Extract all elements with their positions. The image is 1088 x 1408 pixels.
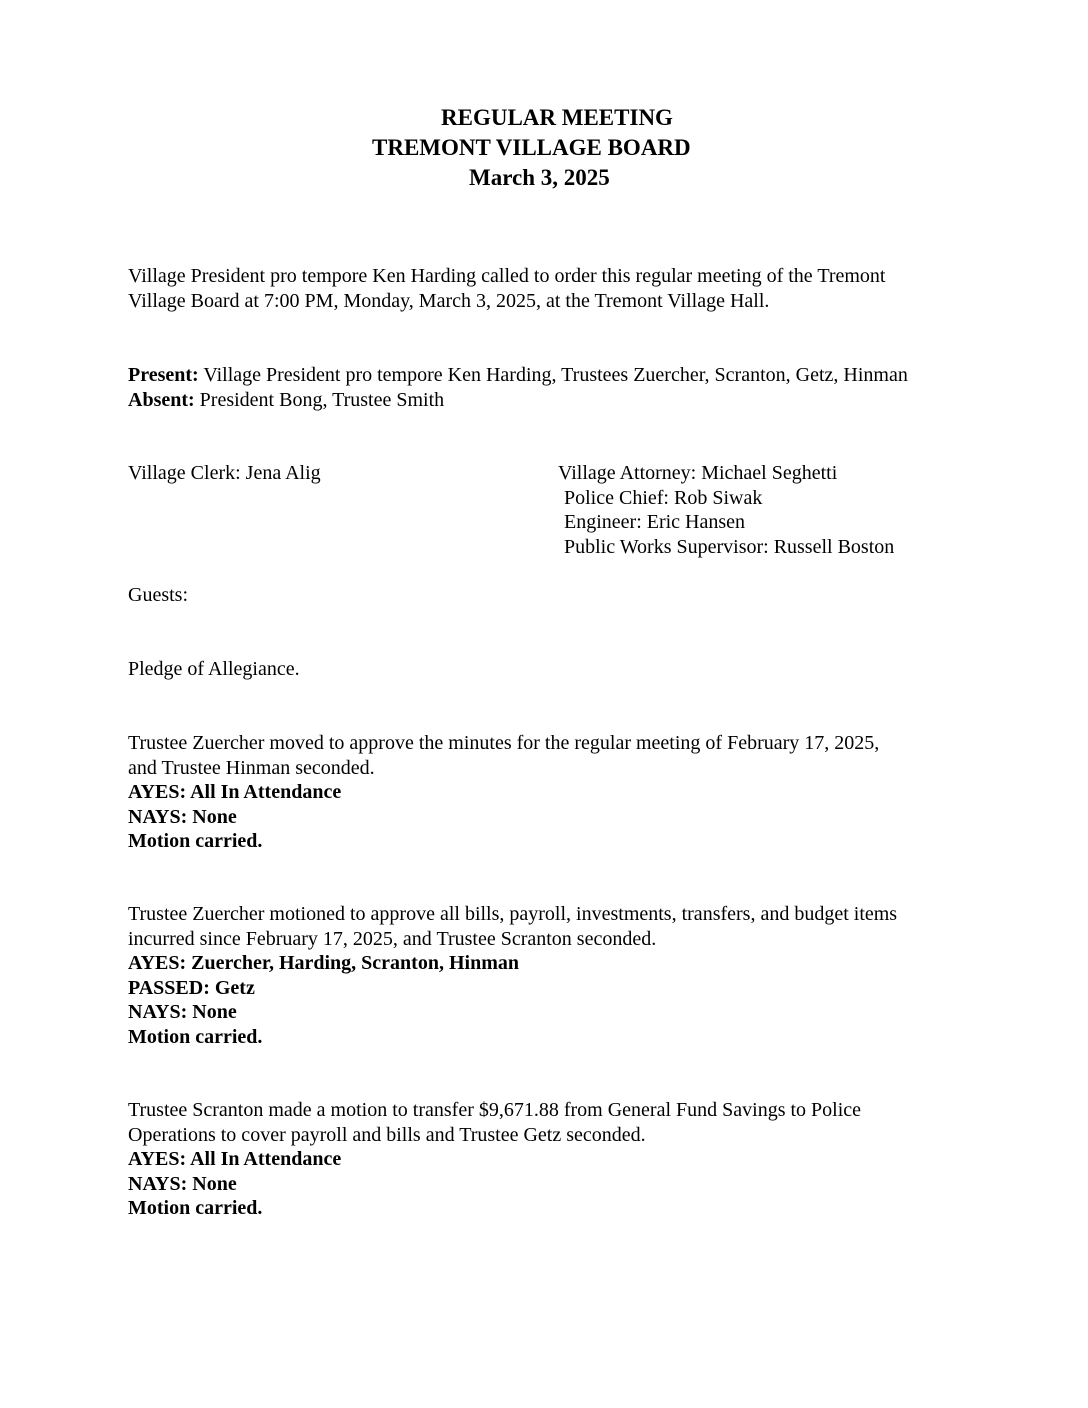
- present-row: [128, 363, 908, 388]
- motion-result: Motion carried.: [128, 1025, 263, 1048]
- absent-label: Absent:: [128, 388, 195, 411]
- call-to-order-line: Village Board at 7:00 PM, Monday, March 3, 2025, at the Tremont Village Hall.: [128, 289, 770, 312]
- pledge-line: Pledge of Allegiance.: [128, 658, 300, 680]
- motion-text-line: incurred since February 17, 2025, and Trustee Scranton seconded.: [128, 927, 657, 950]
- absent-row: [128, 388, 908, 413]
- motion-text-line: and Trustee Hinman seconded.: [128, 756, 375, 779]
- call-to-order-line: Village President pro tempore Ken Harding called to order this regular meeting of the Tremont: [128, 265, 886, 287]
- call-to-order-paragraph: [128, 264, 886, 313]
- motion-text-line: Trustee Zuercher moved to approve the minutes for the regular meeting of February 17, 2025,: [128, 732, 880, 754]
- village-clerk: Village Clerk: Jena Alig: [128, 462, 321, 484]
- motion-nays: NAYS: None: [128, 805, 237, 828]
- motion-nays: NAYS: None: [128, 1172, 237, 1195]
- motion-text-line: Trustee Scranton made a motion to transfer $9,671.88 from General Fund Savings to Police: [128, 1099, 862, 1121]
- motion-result: Motion carried.: [128, 1197, 263, 1219]
- present-list: Village President pro tempore Ken Harding, Trustees Zuercher, Scranton, Getz, Hinman: [198, 364, 908, 386]
- meeting-date-heading: March 3, 2025: [469, 165, 610, 190]
- motion-ayes: AYES: All In Attendance: [128, 781, 342, 803]
- motion-ayes: AYES: Zuercher, Harding, Scranton, Hinman: [128, 952, 519, 974]
- absent-list: President Bong, Trustee Smith: [194, 388, 445, 411]
- village-attorney: Village Attorney: Michael Seghetti: [558, 462, 838, 484]
- motion-approve-bills: [128, 902, 897, 1049]
- police-chief: Police Chief: Rob Siwak: [564, 486, 763, 509]
- motion-ayes: AYES: All In Attendance: [128, 1148, 342, 1170]
- motion-passed: PASSED: Getz: [128, 976, 255, 999]
- motion-nays: NAYS: None: [128, 1001, 237, 1023]
- motion-approve-minutes: [128, 731, 879, 854]
- engineer: Engineer: Eric Hansen: [564, 511, 746, 533]
- public-works-supervisor: Public Works Supervisor: Russell Boston: [564, 535, 895, 558]
- board-name-heading: TREMONT VILLAGE BOARD: [372, 135, 691, 160]
- motion-transfer-funds: [128, 1098, 861, 1221]
- guests-line: Guests:: [128, 584, 188, 606]
- present-label: Present:: [128, 364, 199, 386]
- motion-text-line: Trustee Zuercher motioned to approve all bills, payroll, investments, transfers, and budget items: [128, 903, 898, 925]
- motion-result: Motion carried.: [128, 830, 263, 852]
- attendance-section: [128, 363, 908, 412]
- meeting-type-heading: REGULAR MEETING: [441, 105, 673, 130]
- motion-text-line: Operations to cover payroll and bills and Trustee Getz seconded.: [128, 1123, 646, 1146]
- officials-list: [558, 461, 894, 559]
